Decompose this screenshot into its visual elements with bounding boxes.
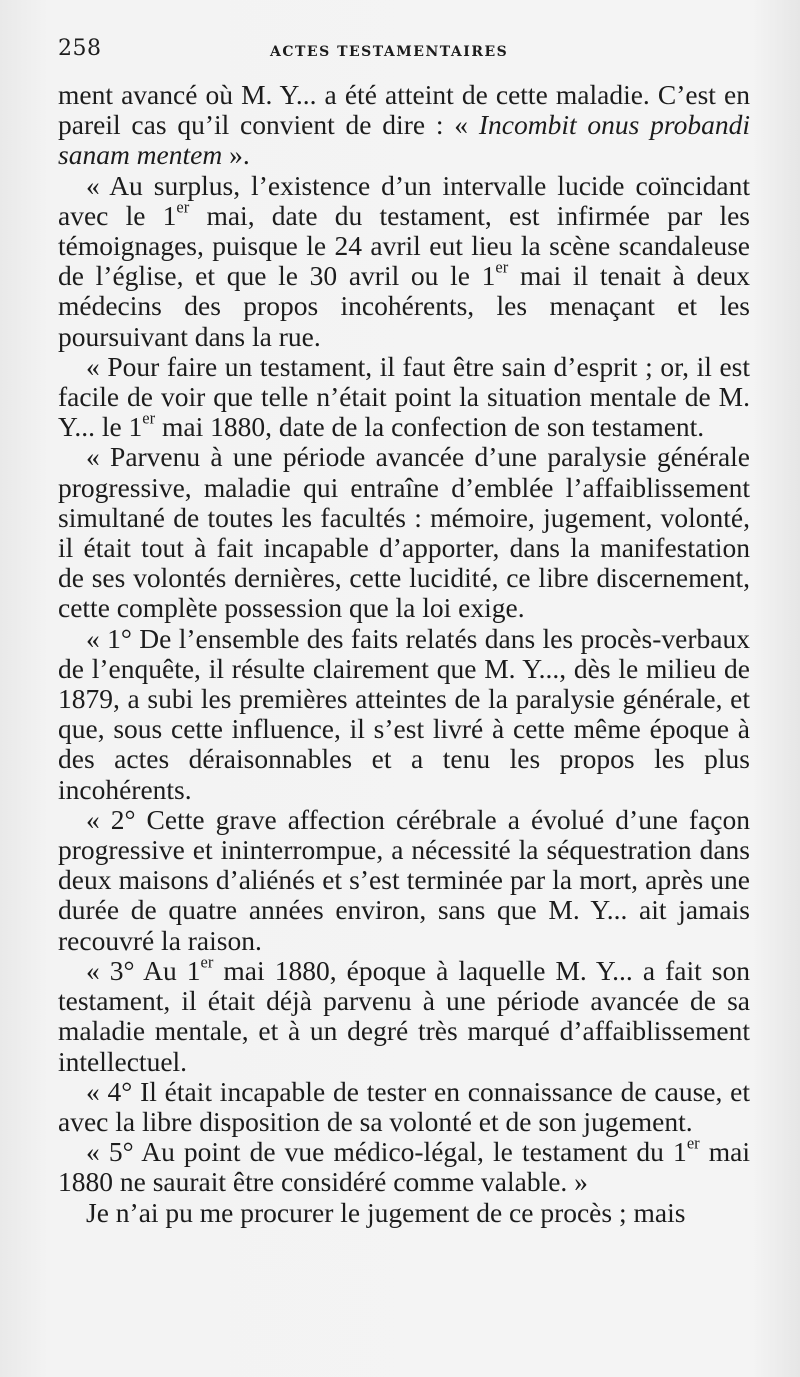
text-run: « Pour faire un testament, il faut être sain d’esprit ; or, il est facile de voir que telle n’était point la situation mentale de M. Y... le 1 (58, 350, 750, 443)
page-header (58, 36, 748, 70)
running-title: ACTES TESTAMENTAIRES (270, 44, 509, 60)
text-run: Je n’ai pu me procurer le jugement de ce procès ; mais (86, 1196, 686, 1228)
text-run: « Parvenu à une période avancée d’une paralysie générale progressive, maladie qui entraîne d’emblée l’affaiblissement simultané de toutes les facultés : mémoire, jugement, volonté, il était tout à fait incapable d’apporter, dans la manifestation de ses volontés dernières, cette lucidité, ce libre discernement, cette complète possession que la loi exige. (58, 441, 750, 624)
paragraph (58, 952, 750, 1077)
paragraph (58, 442, 750, 623)
text-run: « 5° Au point de vue médico-légal, le testament du 1 (86, 1136, 687, 1168)
text-run: « 4° Il était incapable de tester en connaissance de cause, et avec la libre disposition de sa volonté et de son jugement. (58, 1075, 750, 1137)
superscript: er (495, 257, 509, 277)
text-run: « 1° De l’ensemble des faits relatés dans les procès-verbaux de l’enquête, il résulte clairement que M. Y..., dès le milieu de 1879, a subi les premières atteintes de la paralysie générale, et que, sous cette influence, il s’est livré à cette même époque à des actes déraisonnables et a tenu les propos les plus incohérents. (58, 622, 750, 805)
paragraph (58, 352, 750, 443)
text-run: ment avancé où M. Y... a été atteint de cette maladie. C’est en pareil cas qu’il convient de dire : « (58, 79, 750, 141)
paragraph (58, 80, 750, 171)
text-run: mai 1880, date de la confection de son testament. (155, 411, 705, 443)
italic-text: Incombit onus probandi sanam mentem (58, 109, 750, 171)
text-run: « 3° Au 1 (86, 954, 201, 986)
paragraph (58, 805, 750, 956)
superscript: er (200, 952, 214, 972)
text-run: « 2° Cette grave affection cérébrale a évolué d’une façon progressive et ininterrompue, a nécessité la séquestration dans deux maisons d’aliénés et s’est terminée par la mort, après une durée de quatre années environ, sans que M. Y... ait jamais recouvré la raison. (58, 803, 750, 956)
text-run: mai, date du testament, est infirmée par les témoignages, puisque le 24 avril eut lieu la scène scandaleuse de l’église, et que le 30 avril ou le 1 (58, 199, 750, 292)
body-text (58, 80, 750, 1228)
text-run: mai il tenait à deux médecins des propos incohérents, les menaçant et les poursuivant dans la rue. (58, 260, 750, 352)
superscript: er (176, 197, 190, 217)
page-footer (140, 1343, 740, 1363)
paragraph (58, 171, 750, 352)
paragraph (58, 1077, 750, 1137)
paragraph (58, 1198, 750, 1228)
text-run: « Au surplus, l’existence d’un intervalle lucide coïncidant avec le 1 (58, 169, 750, 231)
superscript: er (142, 408, 156, 428)
page-number: 258 (58, 36, 102, 61)
paragraph (58, 624, 750, 805)
text-run: mai 1880, époque à laquelle M. Y... a fait son testament, il était déjà parvenu à une période avancée de sa maladie mentale, et à un degré très marqué d’affaiblissement intellectuel. (58, 954, 750, 1077)
text-run: mai 1880 ne saurait être considéré comme valable. » (58, 1136, 750, 1198)
superscript: er (686, 1133, 700, 1153)
paragraph (58, 1133, 750, 1198)
text-run: ». (222, 139, 250, 171)
